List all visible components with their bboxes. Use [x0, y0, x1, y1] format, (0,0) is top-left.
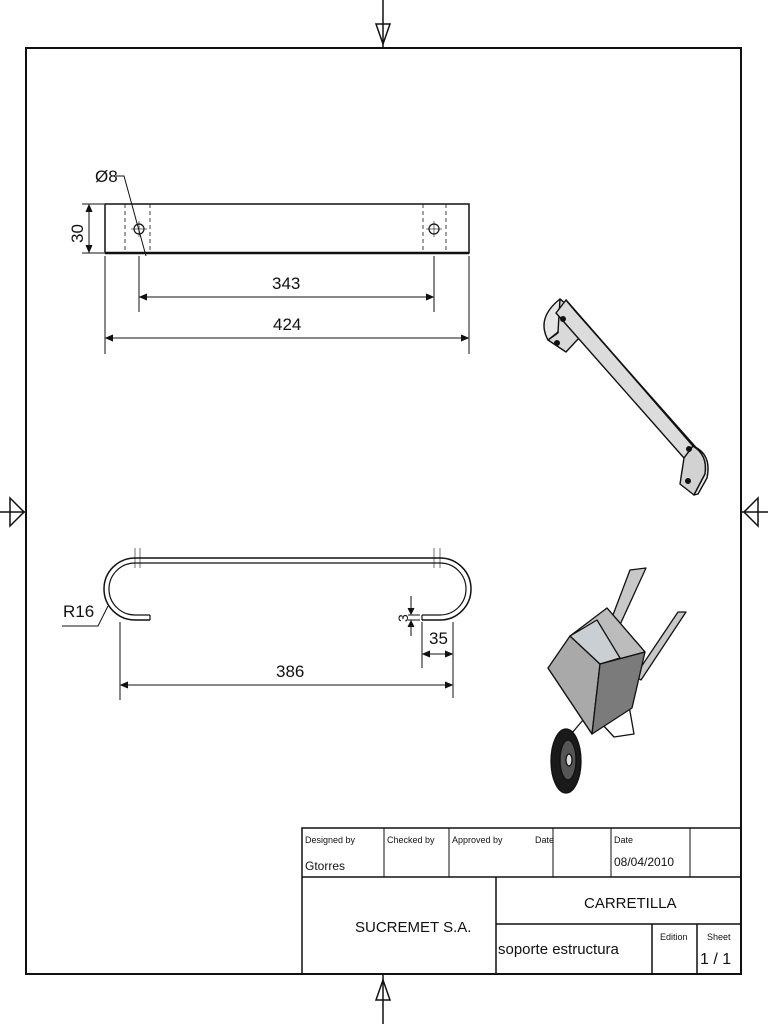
overall-length-label: 424: [273, 315, 302, 334]
isometric-part: [544, 299, 708, 495]
title-block: [302, 828, 741, 974]
thickness-label: 3: [395, 614, 411, 622]
edition-label: Edition: [660, 932, 688, 942]
radius-label: R16: [63, 602, 95, 621]
bent-bar-inner: [109, 563, 466, 615]
date-label-right: Date: [614, 835, 634, 845]
checked-by-label: Checked by: [387, 835, 435, 845]
approved-by-label: Approved by: [452, 835, 503, 845]
sheet-label: Sheet: [707, 932, 731, 942]
front-view: [62, 548, 471, 700]
wheelbarrow-illustration: [548, 568, 686, 793]
date-value: 08/04/2010: [614, 855, 675, 869]
drawing-subtitle: soporte estructura: [498, 941, 619, 958]
bar-outline: [105, 204, 469, 253]
tab-length-label: 35: [429, 629, 448, 648]
designed-by-value: Gtorres: [305, 859, 346, 873]
hole-diameter-label: Ø8: [95, 167, 118, 186]
inner-length-label: 386: [276, 662, 305, 681]
sheet-number: 1 / 1: [700, 951, 732, 968]
company-name: SUCREMET S.A.: [355, 919, 472, 936]
date-label-left: Date: [535, 835, 555, 845]
drawing-title: CARRETILLA: [584, 895, 677, 912]
hole-spacing-label: 343: [272, 274, 301, 293]
bent-bar-outer: [104, 558, 471, 620]
top-view: [68, 167, 469, 354]
height-label: 30: [68, 224, 87, 243]
designed-by-label: Designed by: [305, 835, 356, 845]
